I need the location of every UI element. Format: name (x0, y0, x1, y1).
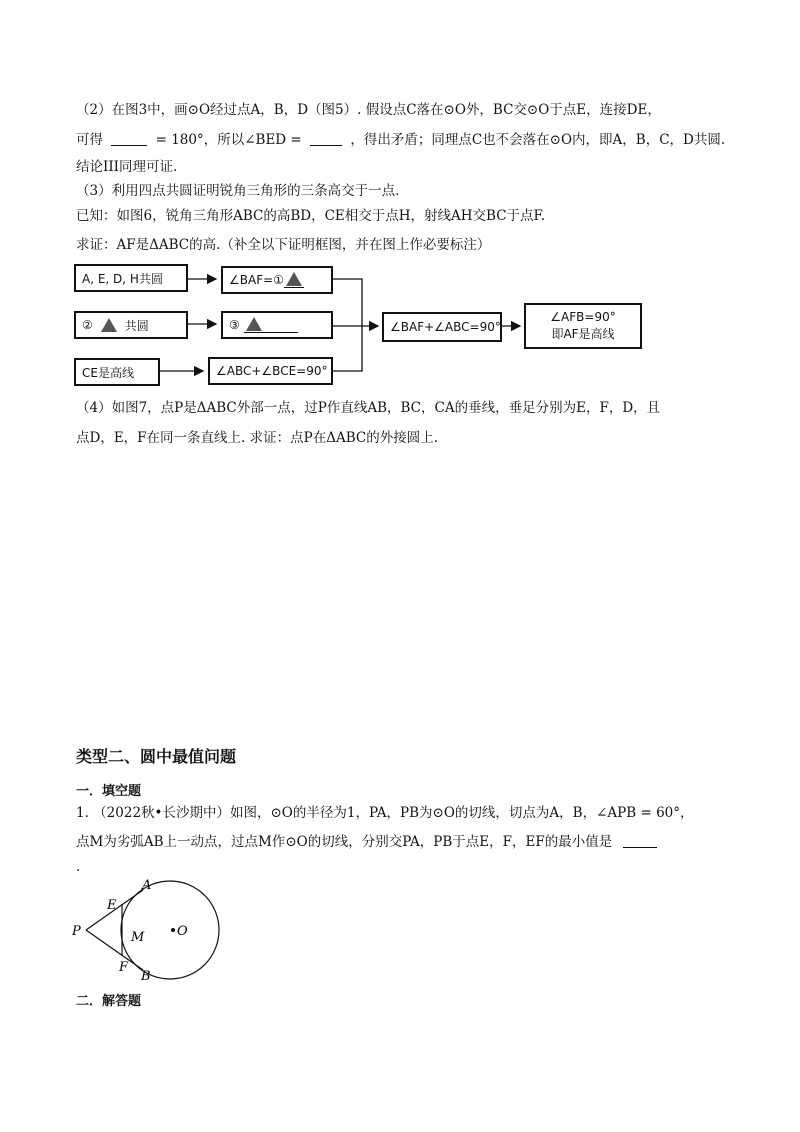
question1-line1: 1. （2022秋•长沙期中）如图，⊙O的半径为1，PA，PB为⊙O的切线，切点为A，B，∠APB = 60°， (76, 805, 694, 821)
label-p: P (72, 924, 81, 939)
part2-line3: 结论III同理可证. (76, 159, 178, 175)
subsection-fill-blank: 一．填空题 (76, 784, 142, 799)
box-sum-text: ∠BAF+∠ABC=90° (390, 320, 501, 334)
label-f: F (119, 960, 129, 975)
label-b: B (141, 969, 151, 984)
part3-line3: 求证：AF是ΔABC的高.（补全以下证明框图，并在图上作必要标注） (76, 237, 491, 253)
label-m: M (131, 930, 145, 945)
section-title: 类型二、圆中最值问题 (76, 747, 237, 766)
label-o: O (177, 924, 188, 939)
center-dot (171, 928, 175, 932)
question1-line3: . (76, 859, 81, 875)
box-result-line2: 即AF是高线 (551, 327, 615, 341)
box-ce-text: CE是高线 (82, 365, 134, 380)
box-baf-text: ∠BAF=① (229, 273, 284, 287)
part2-line1: （2）在图3中，画⊙O经过点A，B，D（图5）. 假设点C落在⊙O外，BC交⊙O于点E，连接DE， (76, 102, 661, 118)
box-cocircle-text: 共圆 (124, 318, 149, 333)
box-three-num: ③ (229, 318, 240, 332)
box-result-line1: ∠AFB=90° (550, 310, 616, 324)
part4-line1: （4）如图7，点P是ΔABC外部一点，过P作直线AB，BC，CA的垂线，垂足分别为E，F，D，且 (76, 400, 661, 416)
part3-line2: 已知：如图6，锐角三角形ABC的高BD，CE相交于点H，射线AH交BC于点F. (76, 208, 546, 224)
part3-line1: （3）利用四点共圆证明锐角三角形的三条高交于一点. (76, 183, 400, 199)
part2-line2-mid: = 180°，所以∠BED = (155, 132, 302, 148)
part2-line2-start: 可得 (76, 132, 103, 148)
part2-line2-end: ，得出矛盾；同理点C也不会落在⊙O内，即A，B，C，D共圆. (350, 132, 726, 148)
question1-line2-text: 点M为劣弧AB上一动点，过点M作⊙O的切线，分别交PA，PB于点E，F，EF的最小值是 (76, 834, 613, 850)
label-a: A (142, 878, 152, 893)
box-cocircle-num: ② (82, 318, 93, 332)
box-abc-bce-text: ∠ABC+∠BCE=90° (216, 364, 328, 378)
label-e: E (107, 898, 117, 913)
subsection-answer: 二．解答题 (76, 994, 142, 1009)
box-aedh-text: A, E, D, H共圆 (82, 271, 163, 286)
part4-line2: 点D，E，F在同一条直线上. 求证：点P在ΔABC的外接圆上. (76, 430, 439, 446)
